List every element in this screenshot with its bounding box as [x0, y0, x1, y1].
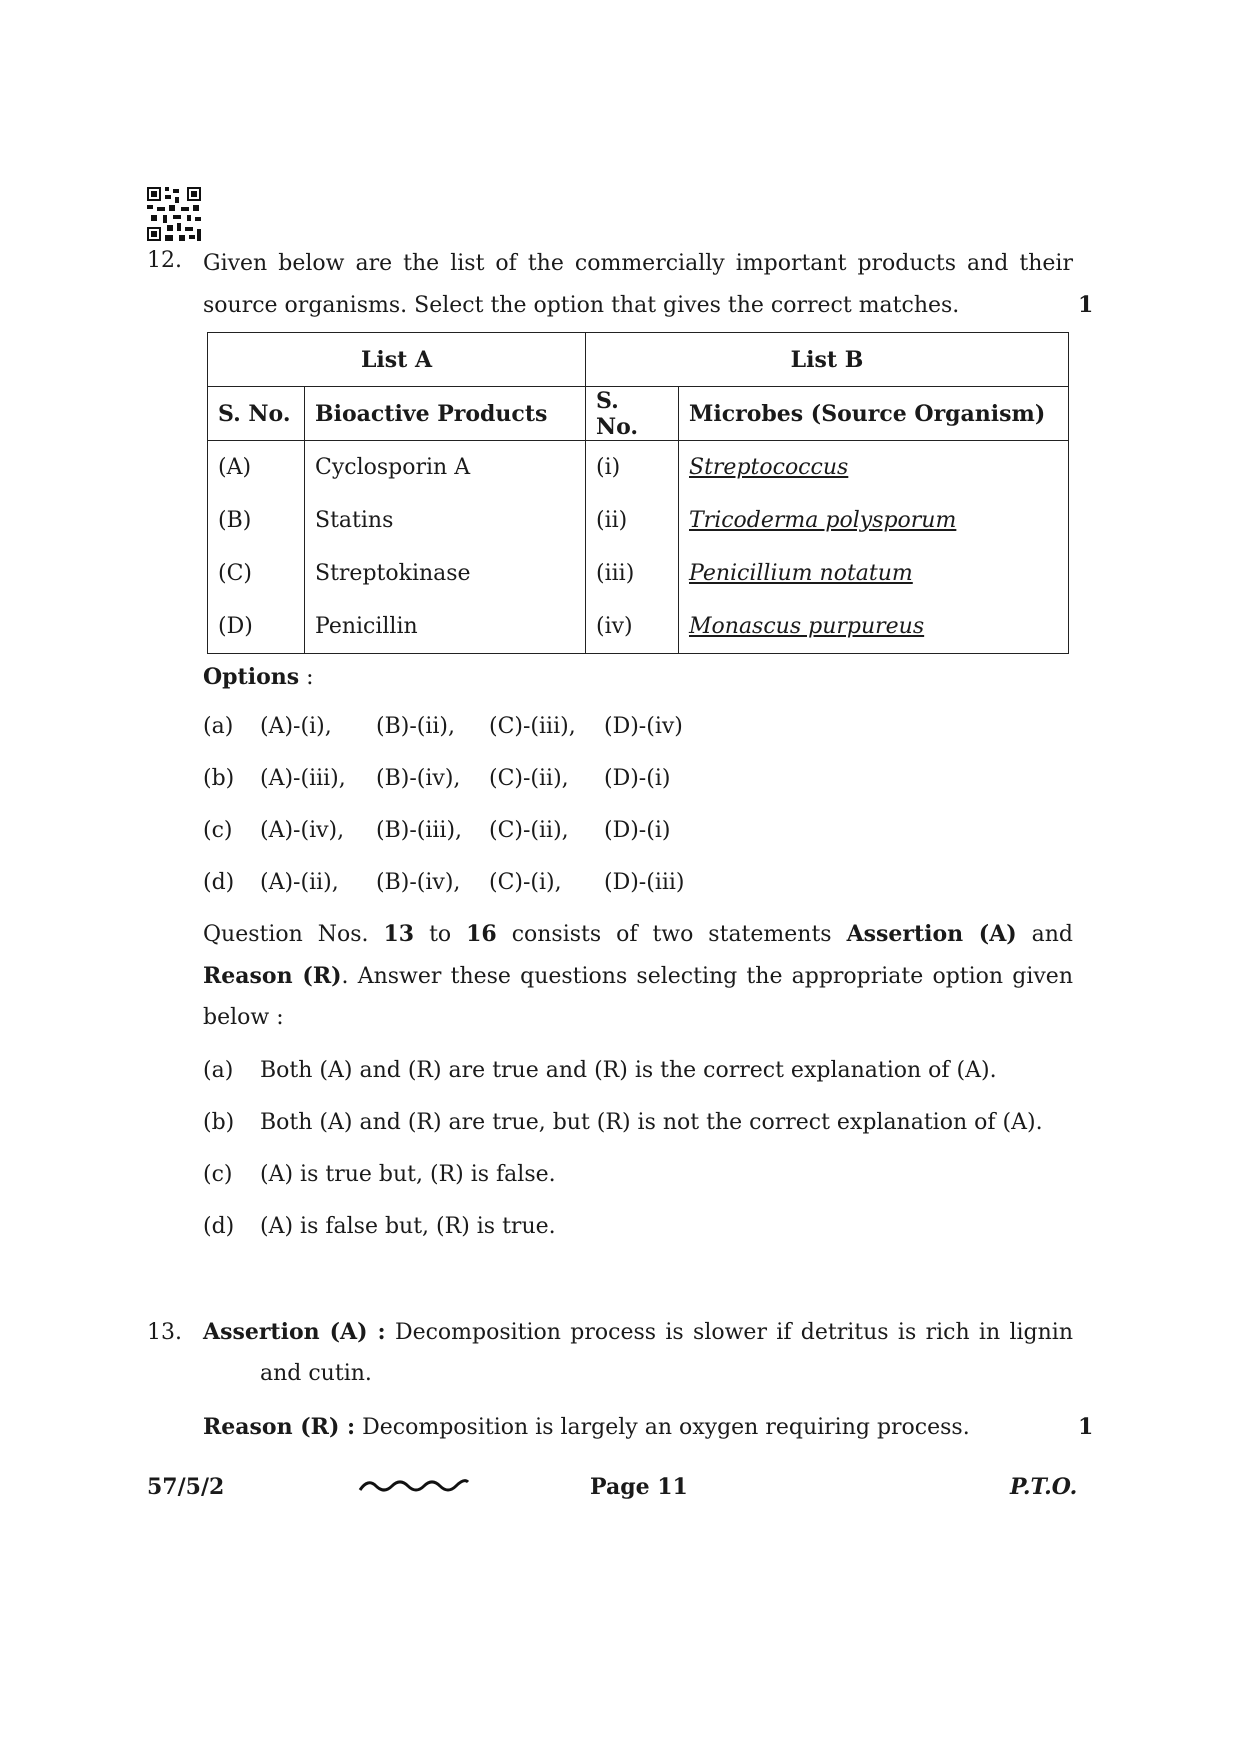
question-range-end: 16: [466, 921, 497, 947]
table-row: [208, 547, 1069, 600]
column-header: S. No.: [208, 387, 305, 441]
organism-name: Streptococcus: [679, 441, 1069, 495]
table-cell: Cyclosporin A: [305, 441, 586, 495]
table-cell: (A): [208, 441, 305, 495]
choice-text: Both (A) and (R) are true and (R) is the correct explanation of (A).: [260, 1058, 997, 1083]
option-pair: (B)-(iv),: [376, 870, 461, 895]
option-pair: (D)-(i): [604, 818, 671, 843]
pto-label: P.T.O.: [1010, 1474, 1078, 1500]
assertion-text-cont: and cutin.: [260, 1361, 372, 1386]
option-pair: (C)-(ii),: [489, 818, 569, 843]
table-cell: (i): [586, 441, 679, 495]
wave-symbol-icon: [358, 1476, 470, 1496]
option-b[interactable]: [0, 766, 1241, 818]
list-a-heading: List A: [208, 333, 586, 387]
option-pair: (D)-(iv): [604, 714, 683, 739]
table-cell: (C): [208, 547, 305, 600]
match-table: [207, 332, 1069, 654]
qr-code-icon: [147, 187, 201, 243]
option-pair: (C)-(ii),: [489, 766, 569, 791]
table-cell: Streptokinase: [305, 547, 586, 600]
option-letter: (a): [203, 714, 234, 739]
choice-letter: (d): [203, 1214, 235, 1239]
question-text-line1: Given below are the list of the commercially important products and their: [203, 251, 1073, 276]
page-number: Page 11: [590, 1474, 688, 1500]
option-pair: (A)-(iv),: [260, 818, 345, 843]
option-pair: (D)-(i): [604, 766, 671, 791]
choice-letter: (c): [203, 1162, 233, 1187]
assertion-term: Assertion (A): [846, 921, 1017, 947]
marks: 1: [1078, 292, 1094, 318]
options-heading: [203, 656, 314, 699]
column-header: S. No.: [586, 387, 679, 441]
reason-term: Reason (R): [203, 963, 342, 989]
option-pair: (A)-(i),: [260, 714, 332, 739]
assertion-text: Decomposition process is slower if detritus is rich in lignin: [394, 1320, 1073, 1345]
table-cell: (ii): [586, 494, 679, 547]
option-c[interactable]: [0, 818, 1241, 870]
table-cell: Statins: [305, 494, 586, 547]
choice-text: (A) is true but, (R) is false.: [260, 1162, 556, 1187]
option-letter: (b): [203, 766, 235, 791]
question-number: 13.: [147, 1320, 182, 1345]
organism-name: Monascus purpureus: [679, 600, 1069, 654]
instruction-line1: [203, 913, 1073, 956]
option-pair: (C)-(iii),: [489, 714, 576, 739]
list-b-heading: List B: [586, 333, 1069, 387]
question-text-line2: source organisms. Select the option that gives the correct matches.: [203, 293, 960, 318]
assertion-line: [203, 1311, 1073, 1354]
option-a[interactable]: [0, 714, 1241, 766]
organism-name: Tricoderma polysporum: [679, 494, 1069, 547]
options-label: Options: [203, 664, 300, 690]
table-row: [208, 494, 1069, 547]
column-header: Microbes (Source Organism): [679, 387, 1069, 441]
instruction-text: and: [1031, 922, 1074, 947]
table-row: [208, 441, 1069, 495]
assertion-label: Assertion (A) :: [203, 1319, 386, 1345]
instruction-text: . Answer these questions selecting the appropriate option given: [341, 964, 1073, 989]
paper-code: 57/5/2: [147, 1474, 225, 1500]
column-header: Bioactive Products: [305, 387, 586, 441]
table-cell: (iii): [586, 547, 679, 600]
choice-letter: (a): [203, 1058, 234, 1083]
table-cell: (D): [208, 600, 305, 654]
instruction-line3: below :: [203, 1005, 284, 1030]
question-number: 12.: [147, 248, 182, 273]
table-cell: Penicillin: [305, 600, 586, 654]
table-row: [208, 600, 1069, 654]
instruction-text: Question Nos.: [203, 922, 369, 947]
option-pair: (A)-(ii),: [260, 870, 339, 895]
option-pair: (D)-(iii): [604, 870, 685, 895]
reason-label: Reason (R) :: [203, 1414, 356, 1440]
choice-text: Both (A) and (R) are true, but (R) is not the correct explanation of (A).: [260, 1110, 1043, 1135]
option-pair: (B)-(ii),: [376, 714, 455, 739]
instruction-text: to: [429, 922, 452, 947]
option-letter: (c): [203, 818, 233, 843]
choice-letter: (b): [203, 1110, 235, 1135]
table-cell: (B): [208, 494, 305, 547]
choice-text: (A) is false but, (R) is true.: [260, 1214, 556, 1239]
organism-name: Penicillium notatum: [679, 547, 1069, 600]
options-colon: :: [299, 665, 314, 690]
option-pair: (B)-(iv),: [376, 766, 461, 791]
marks: 1: [1078, 1414, 1094, 1440]
question-range-start: 13: [383, 921, 415, 947]
instruction-text: consists of two statements: [511, 922, 832, 947]
reason-line: [203, 1406, 970, 1449]
table-cell: (iv): [586, 600, 679, 654]
reason-text: Decomposition is largely an oxygen requiring process.: [362, 1415, 970, 1440]
option-pair: (C)-(i),: [489, 870, 562, 895]
option-pair: (A)-(iii),: [260, 766, 346, 791]
option-pair: (B)-(iii),: [376, 818, 463, 843]
option-letter: (d): [203, 870, 235, 895]
instruction-line2: [203, 955, 1073, 998]
